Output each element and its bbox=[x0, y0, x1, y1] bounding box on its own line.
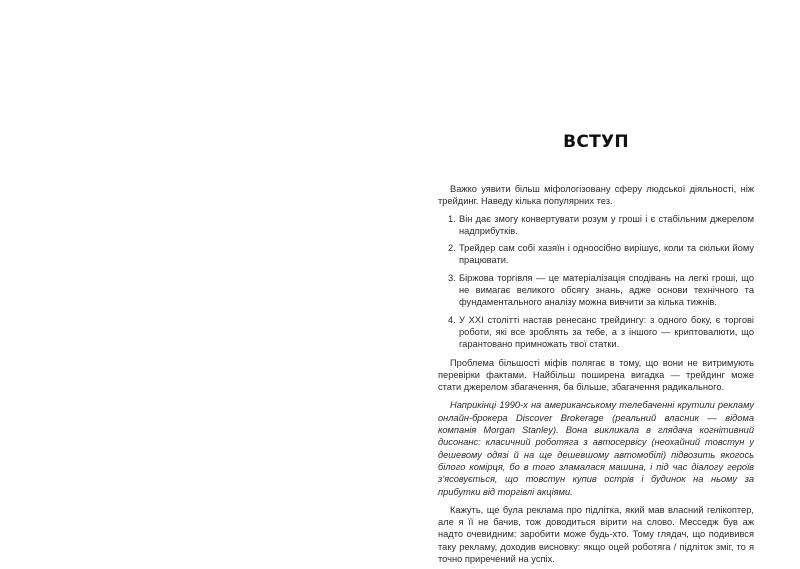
list-item-number: 1. bbox=[448, 213, 456, 224]
list-item-number: 2. bbox=[448, 243, 456, 254]
list-item-text: Біржова торгівля — це матеріалізація сподівань на легкі гроші, що не вимагає великого обсягу знань, адже основи технічного та фундаментального аналізу можна вивчити за кілька тижнів. bbox=[459, 272, 754, 308]
advert-paragraph: Наприкінці 1990-х на американському телебаченні крутили рекламу онлайн-брокера Discover Brokerage (реальний власник — відома компанія Morgan Stanley). Вона викликала в глядача когнітивний дисонанс: класичний роботяга з автосервісу (неохайний товстун у дешевому одязі й на ще дешевшому автомобілі) підвозить якогось білого комірця, бо в того зламалася машина, і під час діалогу героїв з'ясовується, що товстун купив острів і будинок на ньому за прибутки від торгівлі акціями. bbox=[438, 400, 754, 497]
teen-paragraph: Кажуть, ще була реклама про підлітка, який мав власний гелікоптер, але я її не бачив, тож доводиться вірити на слово. Месседж був аж надто очевидним: заробити може будь-хто. Тому глядач, що подивився таку рекламу, доходив висновку: якщо оцей роботяга / підліток зміг, то я точно приречений на успіх. bbox=[438, 504, 754, 565]
list-item bbox=[438, 314, 754, 351]
theses-list bbox=[438, 213, 754, 351]
list-item bbox=[438, 242, 754, 267]
list-item-number: 4. bbox=[448, 314, 456, 325]
list-item bbox=[438, 213, 754, 238]
list-item-text: У XXI столітті настав ренесанс трейдингу: з одного боку, є торгові роботи, які все зроблять за тебе, а з іншого — криптовалюти, що гарантовано примножать твої статки. bbox=[459, 314, 754, 350]
list-item-text: Трейдер сам собі хазяїн і одноосібно вирішує, коли та скільки йому працювати. bbox=[459, 243, 754, 266]
chapter-body bbox=[438, 183, 754, 565]
list-item-number: 3. bbox=[448, 272, 456, 283]
myths-paragraph: Проблема більшості міфів полягає в тому, що вони не витримують перевірки фактами. Найбільш поширена вигадка — трейдинг може стати джерелом збагачення, ба більше, збагачення радикального. bbox=[438, 357, 754, 393]
book-page-right bbox=[438, 0, 758, 569]
list-item-text: Він дає змогу конвертувати розум у гроші і є стабільним джерелом надприбутків. bbox=[459, 213, 754, 236]
intro-paragraph: Важко уявити більш міфологізовану сферу людської діяльності, ніж трейдинг. Наведу кілька популярних тез. bbox=[438, 184, 754, 207]
list-item bbox=[438, 272, 754, 309]
chapter-title: ВСТУП bbox=[563, 132, 629, 152]
